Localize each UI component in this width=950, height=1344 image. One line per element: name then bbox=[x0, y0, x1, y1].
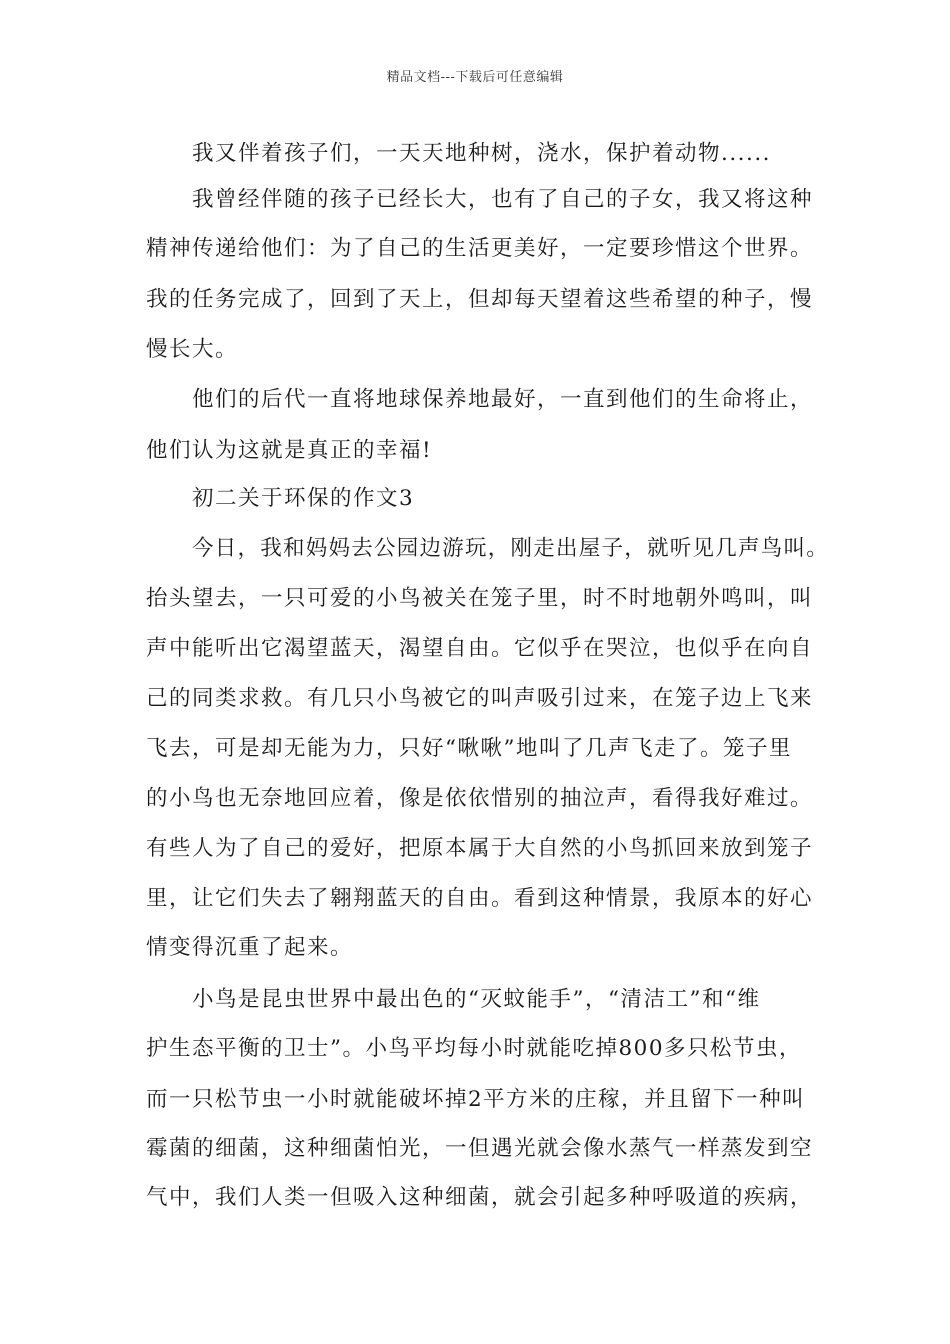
text-line: 情变得沉重了起来。 bbox=[146, 935, 354, 960]
section-heading: 初二关于环保的作文3 bbox=[192, 486, 415, 511]
text-line: 气中，我们人类一但吸入这种细菌，就会引起多种呼吸道的疾病， bbox=[146, 1185, 814, 1210]
page-header: 精品文档---下载后可任意编辑 bbox=[386, 70, 564, 85]
text-line: 小鸟是昆虫世界中最出色的“灭蚊能手”，“清洁工”和“维 bbox=[192, 987, 761, 1012]
text-line: 己的同类求救。有几只小鸟被它的叫声吸引过来，在笼子边上飞来 bbox=[146, 686, 814, 711]
text-line: 今日，我和妈妈去公园边游玩，刚走出屋子，就听见几声鸟叫。 bbox=[192, 536, 830, 561]
text-line: 他们认为这就是真正的幸福! bbox=[146, 438, 433, 463]
text-line: 抬头望去，一只可爱的小鸟被关在笼子里，时不时地朝外鸣叫，叫 bbox=[146, 586, 814, 611]
text-line: 声中能听出它渴望蓝天，渴望自由。它似乎在哭泣，也似乎在向自 bbox=[146, 636, 814, 661]
text-line: 有些人为了自己的爱好，把原本属于大自然的小鸟抓回来放到笼子 bbox=[146, 836, 814, 861]
text-line: 而一只松节虫一小时就能破坏掉2平方米的庄稼，并且留下一种叫 bbox=[146, 1087, 806, 1112]
text-line: 飞去，可是却无能为力，只好“啾啾”地叫了几声飞走了。笼子里 bbox=[146, 736, 792, 761]
text-line: 霉菌的细菌，这种细菌怕光，一但遇光就会像水蒸气一样蒸发到空 bbox=[146, 1136, 814, 1161]
text-line: 我的任务完成了，回到了天上，但却每天望着这些希望的种子，慢 bbox=[146, 287, 814, 312]
text-line: 里，让它们失去了翱翔蓝天的自由。看到这种情景，我原本的好心 bbox=[146, 886, 814, 911]
text-line: 护生态平衡的卫士”。小鸟平均每小时就能吃掉800多只松节虫， bbox=[146, 1036, 803, 1061]
text-line: 慢长大。 bbox=[146, 337, 239, 362]
text-line: 我又伴着孩子们，一天天地种树，浇水，保护着动物...... bbox=[192, 141, 772, 166]
text-line: 的小鸟也无奈地回应着，像是依依惜别的抽泣声，看得我好难过。 bbox=[146, 786, 814, 811]
text-line: 精神传递给他们：为了自己的生活更美好，一定要珍惜这个世界。 bbox=[146, 236, 814, 261]
text-line: 我曾经伴随的孩子已经长大，也有了自己的子女，我又将这种 bbox=[192, 187, 814, 212]
text-line: 他们的后代一直将地球保养地最好，一直到他们的生命将止， bbox=[192, 387, 814, 412]
